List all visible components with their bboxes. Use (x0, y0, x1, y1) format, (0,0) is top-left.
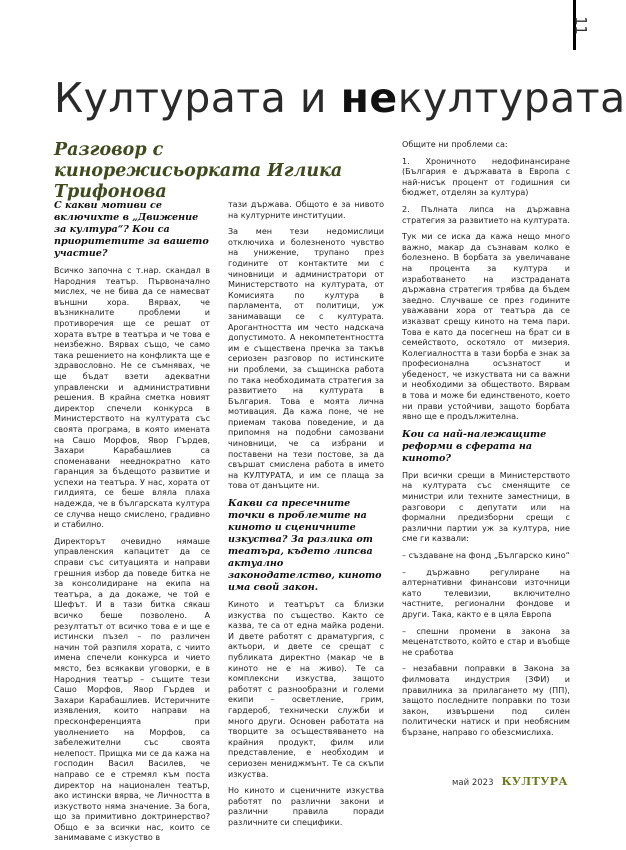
bullet-item: – държавно регулиране на алтернативни финансови източници като телевизии, включително частните, регионални фондове и други. Така, както е в цяла Европа (402, 567, 570, 619)
title-part-2: културата (397, 74, 626, 122)
question-1: С какви мотиви се включихте в „Движение за култура“? Кои са приоритетите за вашето участие? (54, 200, 209, 259)
list-item: 1. Хроничното недофинансиране (България е държавата в Европа с най-нисък процент от годишния си бюджет, отделян за култура) (402, 156, 570, 198)
list-item: 2. Пълната липса на държавна стратегия за развитието на културата. (402, 204, 570, 225)
column-3 (402, 140, 570, 745)
bullet-item: – спешни промени в закона за меценатството, който е стар и въобще не сработва (402, 626, 570, 657)
bullet-item: – незабавни поправки в Закона за филмовата индустрия (ЗФИ) и правилника за прилагането му (ПП), защото последните поправки по този закон, извършени под силен политически натиск и при необясним бързане, направо го обезсмислиха. (402, 664, 570, 737)
bullet-item: – създаване на фонд „Българско кино“ (402, 551, 570, 560)
paragraph: Тук ми се иска да кажа нещо много важно, макар да съзнавам колко е болезнено. В борбата за увеличаване на процента за култура и изработването на изстраданата държавна стратегия трябва да бъдем заедно. Случваше се през годините уважавани хора от театъра да се изказват срещу киното на тема пари. Това е като да посегнеш на брат си в семейството, оскотяло от мизерия. Колегиалността в тази борба е знак за професионална осъзнатост и убеденост, че изкуствата ни са важни и необходими за обществото. Вярвам в това и може би единственото, което ни прави устойчиви, защото борбата явно ще е продължителна. (402, 232, 570, 422)
paragraph: За мен тези недомислици отключиха и болезненото чувство на унижение, трупано през годините от контактите ми с чиновници и администратори от Министерството на културата, от Комисията по култура в парламента, от политици, уж занимаващи се с културата. Арогантността им често надскача допустимото. А некомпетентността им е съществена пречка за такъв сериозен разговор по истинските ни проблеми, за същинска работа по така необходимата стратегия за развитието на културата в България. Това е моята лична мотивация. Да кажа поне, че не приемам такова поведение, и да припомня на подобни самозвани чиновници, че са избрани и поставени на тези постове, за да свършат смислена работа в името на КУЛТУРАТА, и им се плаща за това от данъците ни. (228, 227, 384, 491)
article-subtitle: Разговор с кинорежисьорката Иглика Трифонова (54, 140, 343, 202)
issue-date: май 2023 (452, 778, 494, 788)
question-2: Какви са пресечните точки в проблемите на киното и сценичните изкуства? За разлика от театъра, където липсва актуално законодателство, киното има свой закон. (228, 498, 382, 594)
page-footer (452, 775, 568, 788)
paragraph: Общите ни проблеми са: (402, 140, 508, 149)
paragraph: Всичко започна с т.нар. скандал в Народния театър. Първоначално мислех, че не бива да се намесват външни хора. Вярвах, че възникналите проблеми и противоречия ще се решат от хората вътре в театъра и че това е неизбежно. Вярвах също, че само така решението на конфликта ще е здравословно. Не се съмнявах, че ще бъдат взети адекватни управленски и административни решения. В крайна сметка новият директор спечели конкурса в Министерството на културата със своята програма, в която имената на Сашо Морфов, Явор Гърдев, Захари Карабашлиев са споменавани нееднократно като гаранция за бъдещото развитие и успехи на театъра. У нас, хората от гилдията, се беше вляла плаха надежда, че в българската култура се случва нещо смислено, градивно и стабилно. (54, 266, 210, 530)
title-bold-ne: не (340, 74, 398, 122)
paragraph: тази държава. Общото е за нивото на културните институции. (228, 200, 384, 220)
column-2 (228, 200, 384, 835)
paragraph: Но киното и сценичните изкуства работят по различни закони и различни правила поради различните си специфики. (228, 786, 384, 827)
paragraph: Директорът очевидно нямаше управленския капацитет да се справи със ситуацията и направи грешния избор да поведе битка не за консолидиране на екипа на театъра, а да докаже, че той е Шефът. И в тази битка сякаш всичко беше позволено. А резултатът от всичко това е и ще е истински пъзел – по различен начин той разпиля хората, с чиито имена спечели конкурса и чието място, без всякакви уговорки, е в Народния театър – същите тези Сашо Морфов, Явор Гърдев и Захари Карабашлиев. Истеричните изявления, които направи на пресконференцията при уволнението на Морфов, са забележителни със своята нелепост. Прищка ми се да кажа на господин Васил Василев, че направо се е стремял към поста директор на национален театър, ако истински вярва, че Личността в изкуството няма значение. За бога, що за примитивно доктринерство? Общо е за всички нас, които се занимаваме с изкуство в (54, 536, 210, 843)
question-3: Кои са най-належащите реформи в сферата на киното? (402, 428, 547, 464)
paragraph: Киното и театърът са близки изкуства по същество. Както се казва, те са от една майка родени. И двете работят с драматургия, с актьори, и двете се срещат с публиката директно (макар че в киното не е на живо). Те са комплексни изкуства, защото работят с разнообразни и големи екипи – осветление, грим, гардероб, технически служби и много други. Основен работата на творците за осъществяването на крайния продукт, филм или представление, е необходим и сериозен мениджмънт. Те са скъпи изкуства. (228, 600, 384, 779)
title-part-1: Културата и (54, 74, 341, 122)
page-number: 11 (571, 16, 591, 35)
paragraph: При всички срещи в Министерството на културата със сменящите се министри или техните заместници, в разговори с депутати или на формални предизборни срещи с различни партии уж за култура, ние сме ги казвали: (402, 470, 570, 544)
magazine-name: КУЛТУРА (501, 775, 568, 788)
column-1 (54, 200, 210, 850)
article-title (54, 74, 626, 122)
